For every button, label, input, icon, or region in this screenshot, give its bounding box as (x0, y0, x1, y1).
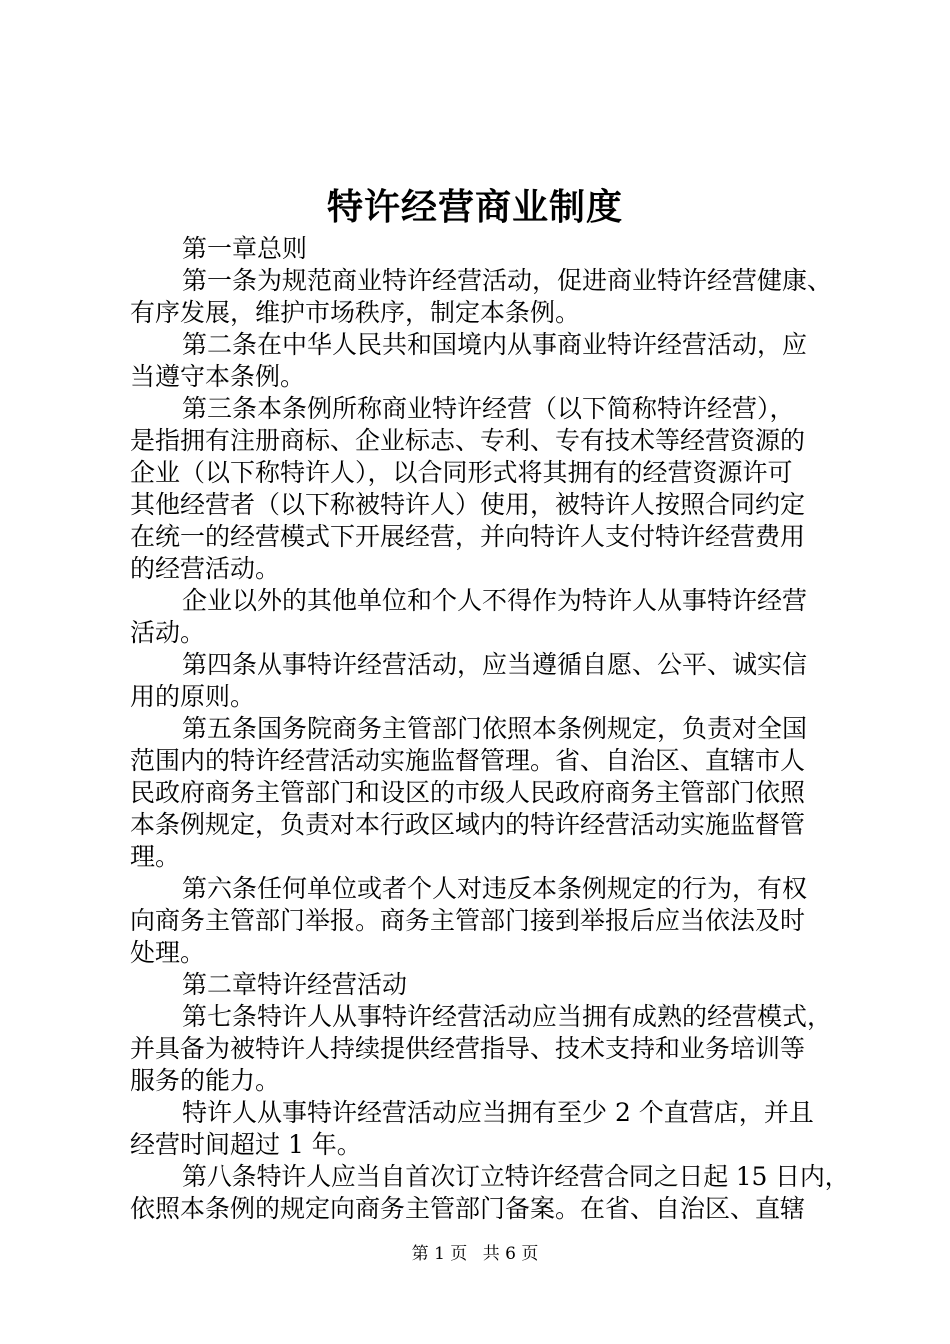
text-line: 第八条特许人应当自首次订立特许经营合同之日起 15 日内， (182, 1162, 850, 1191)
text-line: 在统一的经营模式下开展经营，并向特许人支付特许经营费用 (130, 522, 806, 551)
text-line: 第七条特许人从事特许经营活动应当拥有成熟的经营模式， (182, 1002, 833, 1031)
text-line: 第二章特许经营活动 (182, 970, 408, 999)
text-line: 的经营活动。 (130, 554, 281, 583)
text-line: 处理。 (130, 938, 206, 967)
text-line: 第六条任何单位或者个人对违反本条例规定的行为，有权 (182, 874, 808, 903)
text-line: 第五条国务院商务主管部门依照本条例规定，负责对全国 (182, 714, 808, 743)
text-line: 企业以外的其他单位和个人不得作为特许人从事特许经营 (182, 586, 808, 615)
text-line: 理。 (130, 842, 181, 871)
text-line: 是指拥有注册商标、企业标志、专利、专有技术等经营资源的 (130, 426, 806, 455)
page-total: 共 6 页 (482, 1244, 539, 1264)
page-number: 第 1 页 (411, 1244, 468, 1264)
text-line: 本条例规定，负责对本行政区域内的特许经营活动实施监督管 (130, 810, 806, 839)
text-line: 特许人从事特许经营活动应当拥有至少 2 个直营店，并且 (182, 1098, 814, 1127)
text-line: 民政府商务主管部门和设区的市级人民政府商务主管部门依照 (130, 778, 806, 807)
page-footer (0, 1243, 950, 1265)
text-line: 第二条在中华人民共和国境内从事商业特许经营活动，应 (182, 330, 808, 359)
text-line: 活动。 (130, 618, 206, 647)
text-line: 范围内的特许经营活动实施监督管理。省、自治区、直辖市人 (130, 746, 806, 775)
text-line: 企业（以下称特许人），以合同形式将其拥有的经营资源许可 (130, 458, 793, 487)
text-line: 依照本条例的规定向商务主管部门备案。在省、自治区、直辖 (130, 1194, 806, 1223)
text-line: 第一章总则 (182, 234, 308, 263)
document-body (130, 233, 850, 1225)
text-line: 其他经营者（以下称被特许人）使用，被特许人按照合同约定 (130, 490, 806, 519)
text-line: 当遵守本条例。 (130, 362, 306, 391)
text-line: 服务的能力。 (130, 1066, 281, 1095)
text-line: 第一条为规范商业特许经营活动，促进商业特许经营健康、 (182, 266, 833, 295)
text-line: 第三条本条例所称商业特许经营（以下简称特许经营）， (182, 394, 795, 423)
text-line: 经营时间超过 1 年。 (130, 1130, 362, 1159)
text-line: 用的原则。 (130, 682, 256, 711)
text-line: 并具备为被特许人持续提供经营指导、技术支持和业务培训等 (130, 1034, 806, 1063)
text-line: 第四条从事特许经营活动，应当遵循自愿、公平、诚实信 (182, 650, 808, 679)
text-line: 有序发展，维护市场秩序，制定本条例。 (130, 298, 581, 327)
document-title: 特许经营商业制度 (326, 186, 623, 228)
text-line: 向商务主管部门举报。商务主管部门接到举报后应当依法及时 (130, 906, 806, 935)
